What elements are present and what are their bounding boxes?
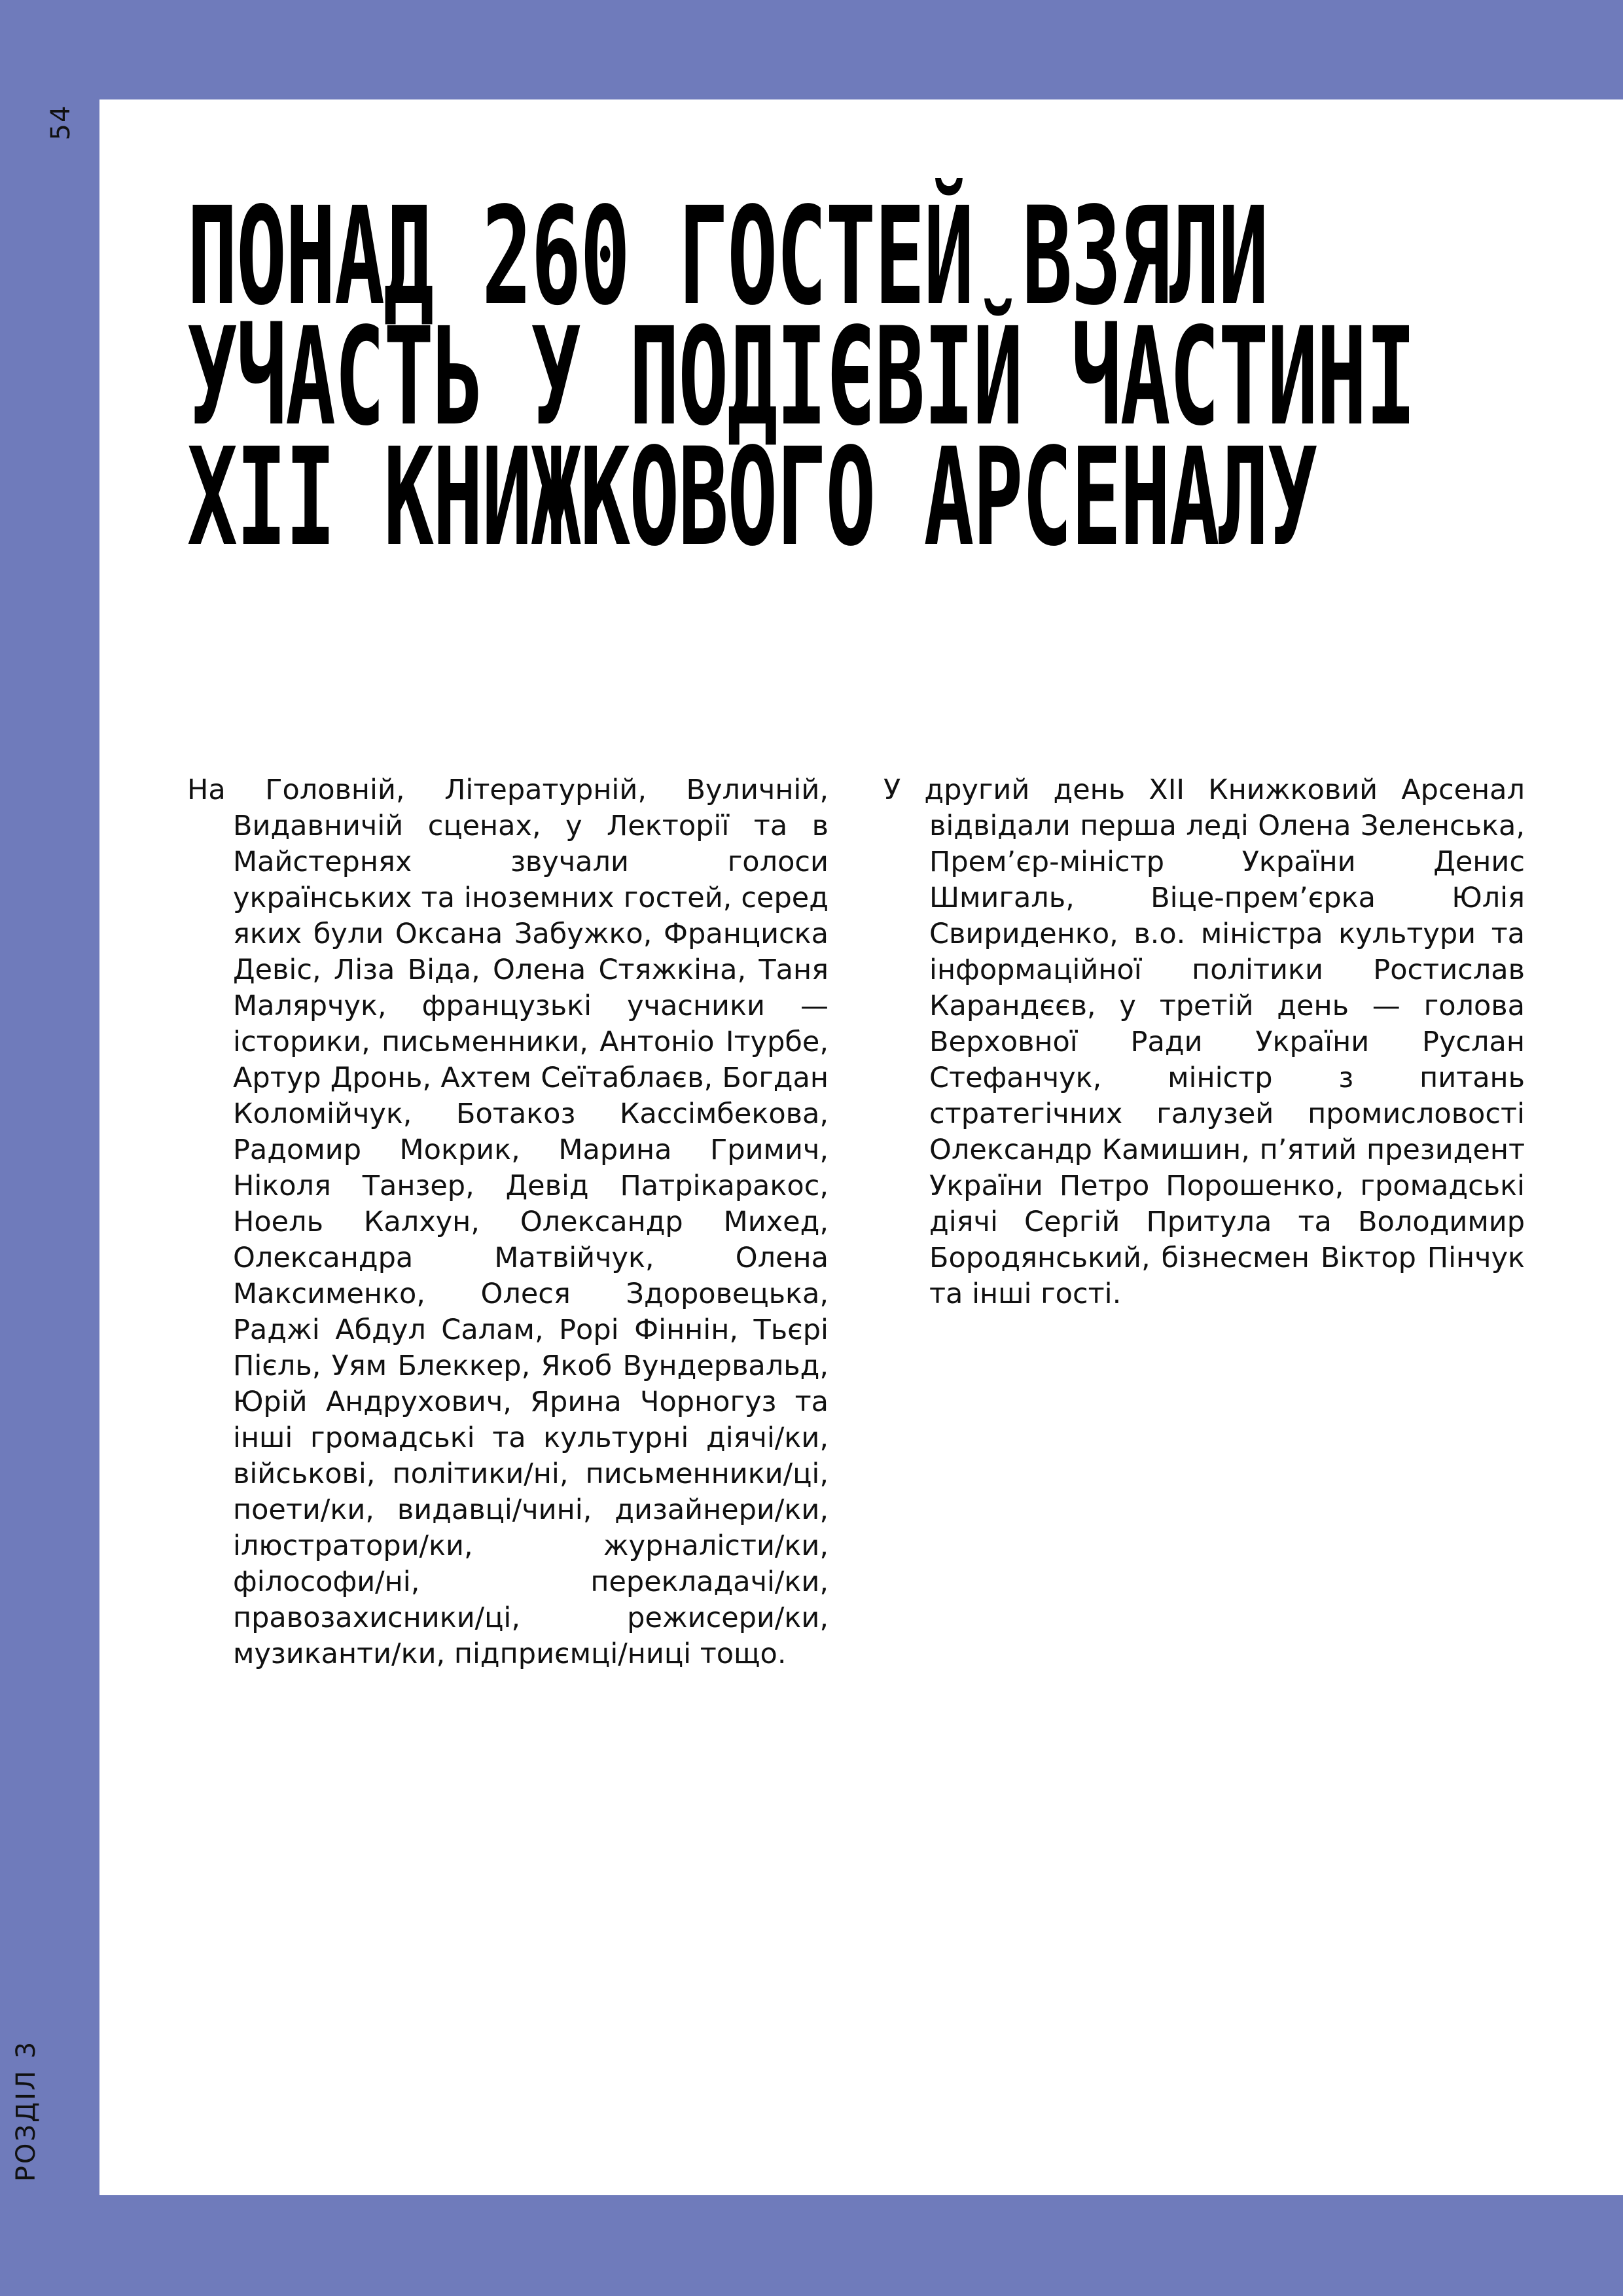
section-label: РОЗДІЛ 3: [11, 2039, 41, 2182]
page-number: 54: [46, 104, 76, 141]
article-headline-text: ПОНАД 260 ГОСТЕЙ ВЗЯЛИ УЧАСТЬ У ПОДІЄВІЙ ЧАСТИНІ XII КНИЖКОВОГО АРСЕНАЛУ: [187, 178, 1415, 576]
article-column-left: На Головній, Літературній, Вуличній, Видавничій сценах, у Лекторії та в Майстернях звучали голоси українських та іноземних гостей, серед яких були Оксана Забужко, Франциска Девіс, Ліза Віда, Олена Стяжкіна, Таня Малярчук, французькі учасники — історики, письменники, Антоніо Ітурбе, Артур Дронь, Ахтем Сеїтаблаєв, Богдан Коломійчук, Ботакоз Кассімбекова, Радомир Мокрик, Марина Гримич, Ніколя Танзер, Девід Патрікаракос, Ноель Калхун, Олександр Михед, Олександра Матвійчук, Олена Максименко, Олеся Здоровецька, Раджі Абдул Салам, Рорі Фіннін, Тьєрі Пієль, Уям Блеккер, Якоб Вундервальд, Юрій Андрухович, Ярина Чорногуз та інші громадські та культурні діячі/ки, військові, політики/ні, письменники/ці, поети/ки, видавці/чині, дизайнери/ки, ілюстратори/ки, журналісти/ки, філософи/ні, перекладачі/ки, правозахисники/ці, режисери/ки, музиканти/ки, підприємці/ниці тощо.: [187, 774, 829, 1670]
article-column-right: У другий день XII Книжковий Арсенал відвідали перша леді Олена Зеленська, Прем’єр-міністр України Денис Шмигаль, Віце-прем’єрка Юлія Свириденко, в.о. міністра культури та інформаційної політики Ростислав Карандєєв, у третій день — голова Верховної Ради України Руслан Стефанчук, міністр з питань стратегічних галузей промисловості Олександр Камишин, п’ятий президент України Петро Порошенко, громадські діячі Сергій Притула та Володимир Бородянський, бізнесмен Віктор Пінчук та інші гості.: [883, 774, 1525, 1310]
article-headline: [187, 178, 1415, 576]
